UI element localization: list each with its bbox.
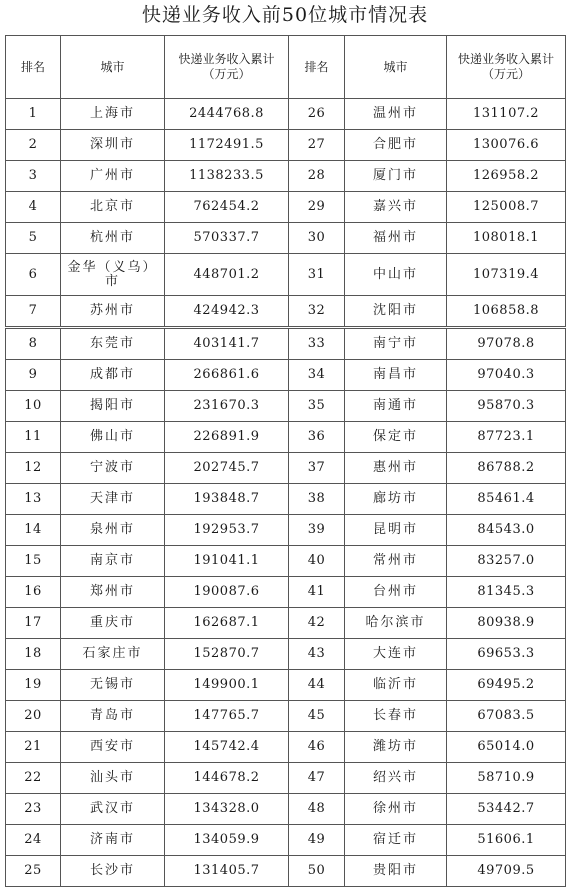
rank-cell: 45: [289, 701, 345, 732]
city-cell: 南通市: [345, 391, 447, 422]
table-row: [6, 192, 566, 223]
rank-cell: 5: [6, 223, 61, 254]
city-cell: 惠州市: [345, 453, 447, 484]
revenue-cell: 130076.6: [447, 130, 566, 161]
revenue-cell: 1172491.5: [165, 130, 289, 161]
rank-cell: 11: [6, 422, 61, 453]
city-header: 城市: [61, 36, 165, 99]
table-row: [6, 484, 566, 515]
table-row: [6, 825, 566, 856]
rank-cell: 25: [6, 856, 61, 887]
revenue-cell: 107319.4: [447, 254, 566, 296]
revenue-cell: 192953.7: [165, 515, 289, 546]
city-cell: 南宁市: [345, 328, 447, 360]
revenue-cell: 58710.9: [447, 763, 566, 794]
city-cell: 杭州市: [61, 223, 165, 254]
rank-cell: 27: [289, 130, 345, 161]
rank-cell: 14: [6, 515, 61, 546]
city-cell: 嘉兴市: [345, 192, 447, 223]
city-cell: 宁波市: [61, 453, 165, 484]
revenue-cell: 149900.1: [165, 670, 289, 701]
revenue-cell: 131405.7: [165, 856, 289, 887]
rank-cell: 32: [289, 296, 345, 328]
rank-cell: 3: [6, 161, 61, 192]
city-cell: 福州市: [345, 223, 447, 254]
city-cell: 温州市: [345, 99, 447, 130]
city-cell: 贵阳市: [345, 856, 447, 887]
city-cell: 深圳市: [61, 130, 165, 161]
table-row: [6, 391, 566, 422]
city-cell: 哈尔滨市: [345, 608, 447, 639]
city-cell: 廊坊市: [345, 484, 447, 515]
revenue-cell: 2444768.8: [165, 99, 289, 130]
rank-cell: 15: [6, 546, 61, 577]
city-cell: 绍兴市: [345, 763, 447, 794]
city-cell: 宿迁市: [345, 825, 447, 856]
revenue-cell: 67083.5: [447, 701, 566, 732]
city-header: 城市: [345, 36, 447, 99]
revenue-cell: 202745.7: [165, 453, 289, 484]
revenue-cell: 84543.0: [447, 515, 566, 546]
rank-cell: 33: [289, 328, 345, 360]
revenue-cell: 193848.7: [165, 484, 289, 515]
table-row: [6, 130, 566, 161]
revenue-cell: 65014.0: [447, 732, 566, 763]
revenue-header-unit: （万元）: [202, 67, 251, 81]
revenue-cell: 80938.9: [447, 608, 566, 639]
revenue-cell: 152870.7: [165, 639, 289, 670]
revenue-cell: 85461.4: [447, 484, 566, 515]
city-cell: 西安市: [61, 732, 165, 763]
city-cell: 金华（义乌）市: [61, 254, 165, 296]
city-cell: 石家庄市: [61, 639, 165, 670]
city-cell: 中山市: [345, 254, 447, 296]
revenue-cell: 69653.3: [447, 639, 566, 670]
revenue-header: [165, 36, 289, 99]
rank-cell: 7: [6, 296, 61, 328]
revenue-cell: 106858.8: [447, 296, 566, 328]
city-cell: 揭阳市: [61, 391, 165, 422]
page-title: 快递业务收入前50位城市情况表: [141, 4, 429, 26]
rank-cell: 38: [289, 484, 345, 515]
rank-cell: 41: [289, 577, 345, 608]
revenue-cell: 162687.1: [165, 608, 289, 639]
revenue-cell: 231670.3: [165, 391, 289, 422]
rank-cell: 19: [6, 670, 61, 701]
city-cell: 天津市: [61, 484, 165, 515]
city-cell: 苏州市: [61, 296, 165, 328]
table-row: [6, 794, 566, 825]
city-cell: 青岛市: [61, 701, 165, 732]
city-revenue-table: [5, 35, 566, 887]
rank-cell: 6: [6, 254, 61, 296]
rank-cell: 47: [289, 763, 345, 794]
revenue-cell: 448701.2: [165, 254, 289, 296]
rank-cell: 21: [6, 732, 61, 763]
rank-cell: 17: [6, 608, 61, 639]
revenue-cell: 81345.3: [447, 577, 566, 608]
revenue-header-label: 快递业务收入累计: [457, 52, 554, 66]
table-row: [6, 515, 566, 546]
revenue-cell: 762454.2: [165, 192, 289, 223]
city-cell: 沈阳市: [345, 296, 447, 328]
city-cell: 临沂市: [345, 670, 447, 701]
city-cell: 北京市: [61, 192, 165, 223]
revenue-cell: 69495.2: [447, 670, 566, 701]
rank-cell: 46: [289, 732, 345, 763]
city-cell: 成都市: [61, 360, 165, 391]
rank-cell: 30: [289, 223, 345, 254]
city-cell: 长春市: [345, 701, 447, 732]
rank-cell: 39: [289, 515, 345, 546]
rank-cell: 37: [289, 453, 345, 484]
rank-cell: 43: [289, 639, 345, 670]
rank-header: 排名: [289, 36, 345, 99]
table-row: [6, 546, 566, 577]
city-cell: 佛山市: [61, 422, 165, 453]
revenue-header: [447, 36, 566, 99]
rank-cell: 36: [289, 422, 345, 453]
city-cell: 重庆市: [61, 608, 165, 639]
city-cell: 济南市: [61, 825, 165, 856]
revenue-cell: 190087.6: [165, 577, 289, 608]
rank-cell: 10: [6, 391, 61, 422]
rank-cell: 1: [6, 99, 61, 130]
revenue-cell: 134059.9: [165, 825, 289, 856]
rank-cell: 40: [289, 546, 345, 577]
city-cell: 合肥市: [345, 130, 447, 161]
revenue-cell: 108018.1: [447, 223, 566, 254]
city-cell: 汕头市: [61, 763, 165, 794]
revenue-cell: 1138233.5: [165, 161, 289, 192]
table-row: [6, 296, 566, 328]
table-row: [6, 161, 566, 192]
rank-cell: 49: [289, 825, 345, 856]
revenue-cell: 145742.4: [165, 732, 289, 763]
table-row: [6, 422, 566, 453]
city-cell: 泉州市: [61, 515, 165, 546]
table-row: [6, 701, 566, 732]
table-row: [6, 360, 566, 391]
city-cell: 徐州市: [345, 794, 447, 825]
city-cell: 东莞市: [61, 328, 165, 360]
city-cell: 昆明市: [345, 515, 447, 546]
table-row: [6, 670, 566, 701]
rank-cell: 28: [289, 161, 345, 192]
city-cell: 南京市: [61, 546, 165, 577]
table-row: [6, 223, 566, 254]
rank-cell: 2: [6, 130, 61, 161]
rank-cell: 29: [289, 192, 345, 223]
rank-cell: 12: [6, 453, 61, 484]
revenue-cell: 134328.0: [165, 794, 289, 825]
revenue-header-unit: （万元）: [481, 67, 530, 81]
revenue-cell: 424942.3: [165, 296, 289, 328]
revenue-cell: 191041.1: [165, 546, 289, 577]
city-cell: 无锡市: [61, 670, 165, 701]
table-row: [6, 639, 566, 670]
revenue-cell: 49709.5: [447, 856, 566, 887]
revenue-cell: 97040.3: [447, 360, 566, 391]
revenue-cell: 226891.9: [165, 422, 289, 453]
header-row: [6, 36, 566, 99]
revenue-cell: 83257.0: [447, 546, 566, 577]
rank-cell: 4: [6, 192, 61, 223]
revenue-cell: 125008.7: [447, 192, 566, 223]
table-row: [6, 732, 566, 763]
revenue-cell: 144678.2: [165, 763, 289, 794]
table-row: [6, 254, 566, 296]
rank-cell: 16: [6, 577, 61, 608]
rank-cell: 23: [6, 794, 61, 825]
rank-cell: 31: [289, 254, 345, 296]
rank-cell: 35: [289, 391, 345, 422]
rank-cell: 50: [289, 856, 345, 887]
revenue-cell: 131107.2: [447, 99, 566, 130]
table-row: [6, 328, 566, 360]
revenue-cell: 87723.1: [447, 422, 566, 453]
revenue-cell: 147765.7: [165, 701, 289, 732]
city-cell: 潍坊市: [345, 732, 447, 763]
rank-cell: 34: [289, 360, 345, 391]
revenue-cell: 95870.3: [447, 391, 566, 422]
city-cell: 大连市: [345, 639, 447, 670]
revenue-cell: 126958.2: [447, 161, 566, 192]
city-cell: 郑州市: [61, 577, 165, 608]
city-cell: 武汉市: [61, 794, 165, 825]
table-row: [6, 608, 566, 639]
table-row: [6, 453, 566, 484]
rank-cell: 48: [289, 794, 345, 825]
rank-cell: 22: [6, 763, 61, 794]
city-cell: 长沙市: [61, 856, 165, 887]
city-cell: 常州市: [345, 546, 447, 577]
rank-cell: 9: [6, 360, 61, 391]
rank-cell: 8: [6, 328, 61, 360]
city-cell: 广州市: [61, 161, 165, 192]
city-cell: 台州市: [345, 577, 447, 608]
revenue-cell: 403141.7: [165, 328, 289, 360]
rank-cell: 24: [6, 825, 61, 856]
revenue-cell: 86788.2: [447, 453, 566, 484]
revenue-cell: 266861.6: [165, 360, 289, 391]
table-row: [6, 763, 566, 794]
city-cell: 南昌市: [345, 360, 447, 391]
rank-header: 排名: [6, 36, 61, 99]
city-cell: 保定市: [345, 422, 447, 453]
rank-cell: 13: [6, 484, 61, 515]
rank-cell: 26: [289, 99, 345, 130]
revenue-cell: 570337.7: [165, 223, 289, 254]
table-row: [6, 99, 566, 130]
rank-cell: 20: [6, 701, 61, 732]
rank-cell: 42: [289, 608, 345, 639]
table-row: [6, 856, 566, 887]
revenue-cell: 51606.1: [447, 825, 566, 856]
rank-cell: 18: [6, 639, 61, 670]
revenue-cell: 53442.7: [447, 794, 566, 825]
revenue-header-label: 快递业务收入累计: [178, 52, 275, 66]
rank-cell: 44: [289, 670, 345, 701]
city-cell: 上海市: [61, 99, 165, 130]
revenue-cell: 97078.8: [447, 328, 566, 360]
table-row: [6, 577, 566, 608]
city-cell: 厦门市: [345, 161, 447, 192]
